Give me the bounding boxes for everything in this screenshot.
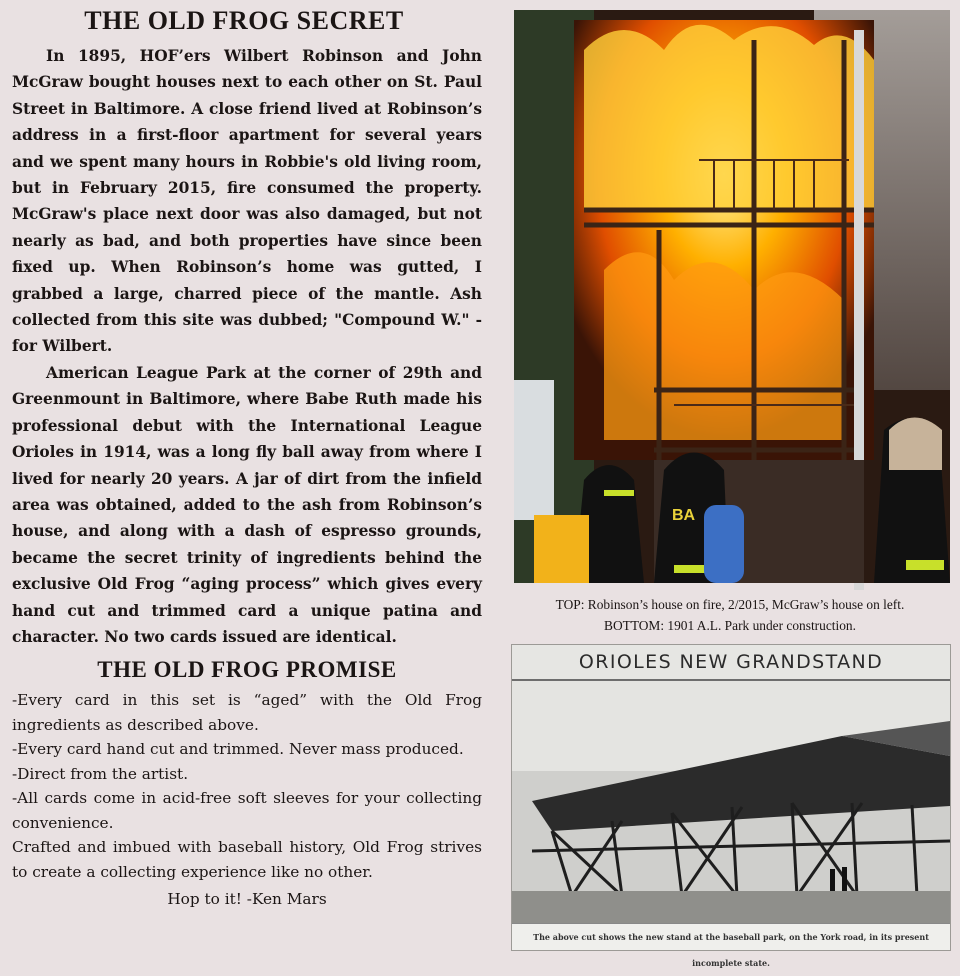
house-fire-illustration [514, 10, 950, 583]
article-column [12, 6, 482, 912]
secret-paragraph-2: American League Park at the corner of 29th and Greenmount in Baltimore, where Babe Ruth made his professional debut with the International League Orioles in 1914, was a long fly ball away from where I lived for nearly 20 years. A jar of dirt from the infield area was obtained, added to the ash from Robinson’s house, and along with a dash of espresso grounds, became the secret trinity of ingredients behind the exclusive Old Frog “aging process” which gives every hand cut and trimmed card a unique patina and character. No two cards issued are identical. [12, 363, 482, 646]
secret-story [12, 43, 482, 650]
clipping-headline: ORIOLES NEW GRANDSTAND [512, 645, 950, 681]
signoff: Hop to it! -Ken Mars [167, 890, 327, 909]
clipping-caption: The above cut shows the new stand at the baseball park, on the York road, in its present incomplete state. [512, 923, 950, 950]
grandstand-illustration [512, 681, 950, 926]
promise-list [12, 688, 482, 884]
house-fire-photo [514, 10, 950, 583]
firefighter-back-label: BA [672, 507, 696, 524]
promise-closing: Crafted and imbued with baseball history, Old Frog strives to create a collecting experience like no other. [12, 838, 482, 881]
promise-title: THE OLD FROG PROMISE [97, 657, 397, 683]
promise-item: -Every card in this set is “aged” with the Old Frog ingredients as described above. [12, 691, 482, 734]
secret-paragraph-1: In 1895, HOF’ers Wilbert Robinson and John McGraw bought houses next to each other on St. Paul Street in Baltimore. A close friend lived at Robinson’s address in a first-floor apartment for several years and we spent many hours in Robbie's old living room, but in February 2015, fire consumed the property. McGraw's place next door was also damaged, but not nearly as bad, and both properties have since been fixed up. When Robinson’s home was gutted, I grabbed a large, charred piece of the mantle. Ash collected from this site was dubbed; "Compound W." - for Wilbert. [12, 47, 482, 356]
promise-item: -Direct from the artist. [12, 764, 189, 783]
promise-item: -All cards come in acid-free soft sleeves for your collecting convenience. [12, 789, 482, 832]
secret-title: THE OLD FROG SECRET [84, 6, 404, 35]
promise-item: -Every card hand cut and trimmed. Never mass produced. [12, 740, 464, 759]
grandstand-clipping [511, 644, 951, 968]
photo-captions [500, 594, 960, 636]
caption-top: TOP: Robinson’s house on fire, 2/2015, McGraw’s house on left. [555, 597, 905, 612]
caption-bottom: BOTTOM: 1901 A.L. Park under construction. [604, 618, 856, 633]
